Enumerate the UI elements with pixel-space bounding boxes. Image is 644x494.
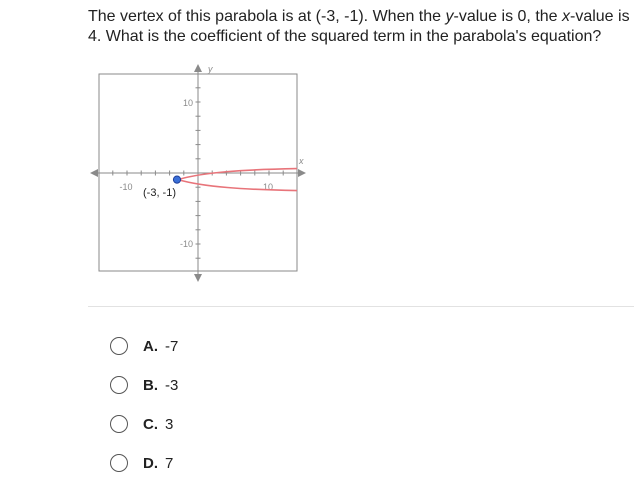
radio-button[interactable] [110,415,128,433]
choice-a[interactable] [110,333,178,359]
choice-letter: A. [143,337,158,355]
question-part-1: The vertex of this parabola is at (-3, -1). When the [88,8,446,25]
vertex-label: (-3, -1) [143,187,176,199]
choice-letter: C. [143,415,158,433]
answer-choices [110,333,178,489]
radio-button[interactable] [110,454,128,472]
divider [88,306,634,307]
radio-button[interactable] [110,337,128,355]
y-axis-bottom-arrow [194,274,202,282]
choice-value: -7 [165,337,179,355]
question-part-2: -value is 0, the [453,8,562,25]
x-tick-label-10: 10 [262,182,274,192]
x-axis-label: x [299,156,304,166]
y-tick-label-neg-10: -10 [179,239,193,249]
y-tick-label-10: 10 [182,98,193,108]
radio-button[interactable] [110,376,128,394]
choice-letter: B. [143,376,158,394]
choice-d[interactable] [110,450,178,476]
question-text [88,7,640,47]
parabola-graph [84,60,314,285]
question-x-variable: x [562,8,570,25]
graph-svg [84,60,314,285]
x-axis-left-arrow [90,169,98,177]
y-axis-label: y [208,64,213,74]
vertex-point [173,176,180,183]
choice-value: -3 [165,376,179,394]
x-axis-right-arrow [298,169,306,177]
choice-value: 3 [165,415,174,433]
choice-b[interactable] [110,372,178,398]
choice-c[interactable] [110,411,178,437]
y-axis-top-arrow [194,64,202,72]
x-tick-label-neg-10: -10 [119,182,133,192]
choice-letter: D. [143,454,158,472]
choice-value: 7 [165,454,174,472]
question-y-variable: y [445,8,454,25]
question-part-3: -value is 4. What is the coefficient of the squared term in the parabola's equation? [88,8,630,45]
